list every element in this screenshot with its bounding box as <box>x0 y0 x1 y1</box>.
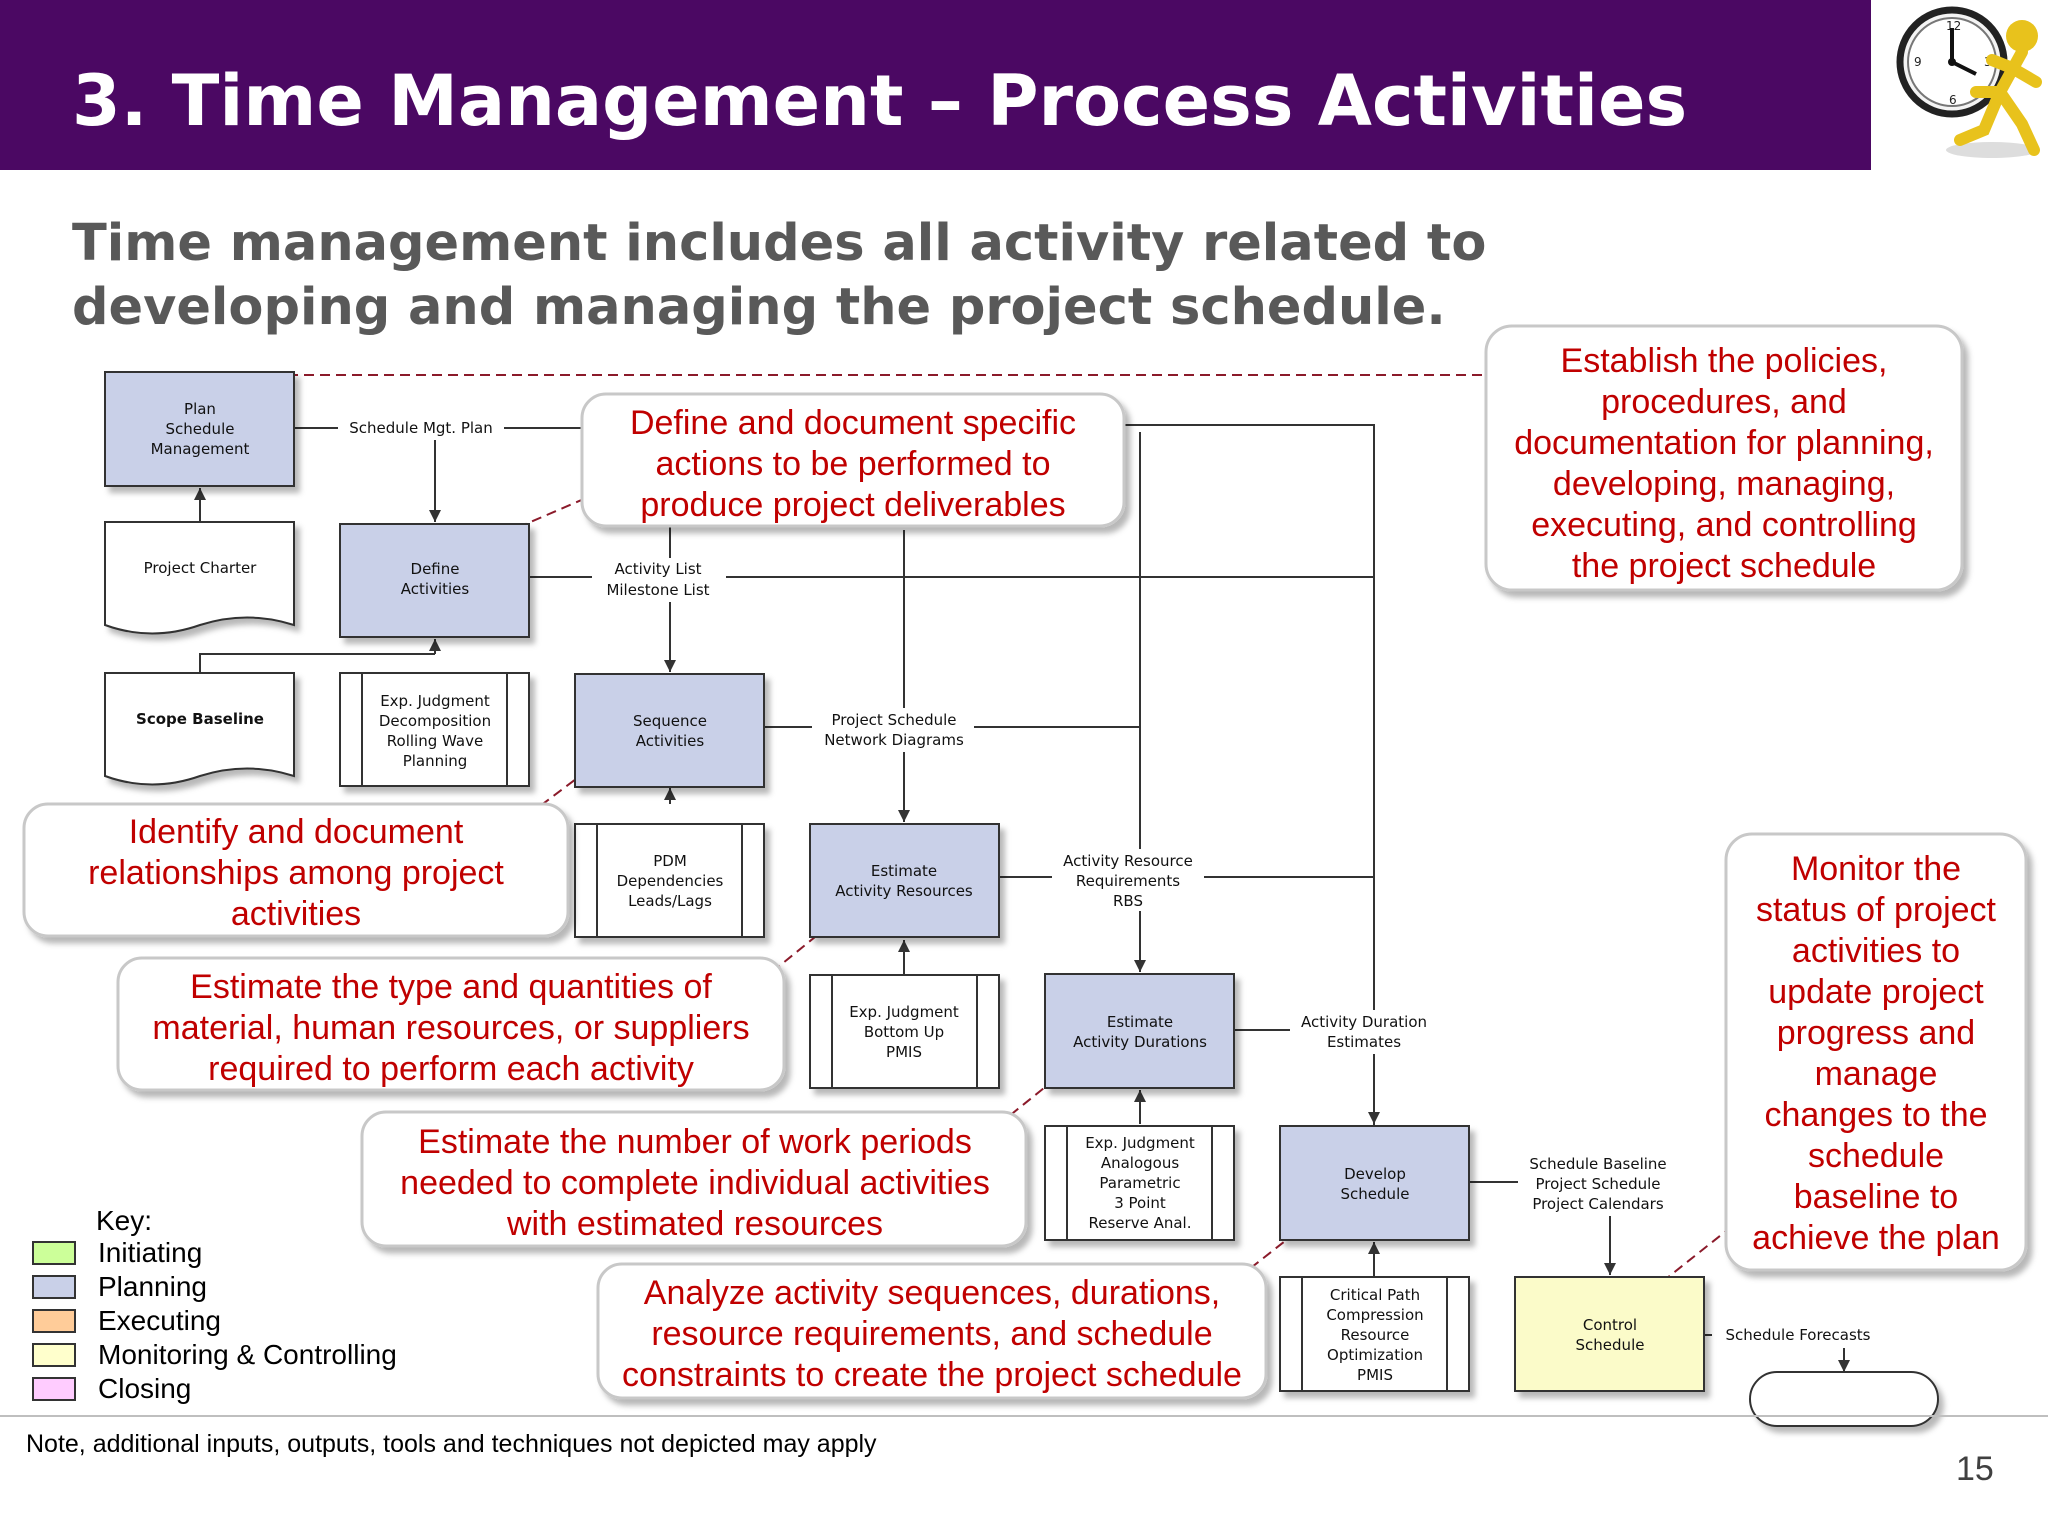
process-label-line: Sequence <box>633 712 707 730</box>
doc-scope-baseline-label: Scope Baseline <box>136 710 264 728</box>
legend-item-monitoring <box>32 1338 397 1372</box>
callout-line: Estimate the number of work periods <box>418 1123 972 1161</box>
flow-label-milestone-list: Milestone List <box>606 581 710 599</box>
tool-label-line: Parametric <box>1099 1174 1181 1192</box>
page-title: 3. Time Management – Process Activities <box>72 60 1688 142</box>
tool-label-line: Reserve Anal. <box>1088 1214 1192 1232</box>
connector <box>200 654 435 672</box>
flow-label-baseline-3: Project Calendars <box>1532 1195 1664 1213</box>
callout-line: Estimate the type and quantities of <box>190 968 712 1006</box>
terminator-shape <box>1750 1372 1938 1426</box>
tools-estimate-durations <box>1045 1126 1234 1240</box>
callout-line: required to perform each activity <box>208 1050 694 1088</box>
page-number: 15 <box>1956 1450 1994 1488</box>
legend-item-planning <box>32 1270 207 1304</box>
process-plan-schedule-management <box>105 372 294 486</box>
callout-line: progress and <box>1776 1014 1976 1052</box>
tool-label-line: PMIS <box>1357 1366 1393 1384</box>
callout-line: Monitor the <box>1790 850 1962 888</box>
callout-line: status of project <box>1755 891 1997 929</box>
flow-label-duration-2: Estimates <box>1326 1033 1402 1051</box>
tools-define-activities <box>340 673 529 786</box>
process-sequence-activities <box>575 674 764 787</box>
callout-line: actions to be performed to <box>655 445 1051 483</box>
callout-line: documentation for planning, <box>1514 424 1934 462</box>
process-estimate-activity-resources <box>810 824 999 937</box>
doc-project-charter <box>105 522 294 634</box>
legend-label: Executing <box>98 1305 221 1336</box>
legend-label: Closing <box>98 1373 192 1404</box>
process-label-line: Activities <box>635 732 705 750</box>
tool-label-line: Planning <box>402 752 468 770</box>
callout-line: procedures, and <box>1601 383 1847 421</box>
callout-line: produce project deliverables <box>640 486 1066 524</box>
flow-label-duration-1: Activity Duration <box>1300 1013 1428 1031</box>
callout-line: resource requirements, and schedule <box>651 1315 1213 1353</box>
process-label-line: Estimate <box>870 862 938 880</box>
tool-label-line: PMIS <box>886 1043 922 1061</box>
flow-label-schedule-forecasts: Schedule Forecasts <box>1725 1326 1871 1344</box>
callout-develop <box>622 1274 1242 1394</box>
tool-label-line: Rolling Wave <box>386 732 484 750</box>
callout-line: relationships among project <box>88 854 504 892</box>
tool-label-line: Leads/Lags <box>628 892 712 910</box>
callout-line: material, human resources, or suppliers <box>152 1009 750 1047</box>
process-label-line: Activity Durations <box>1073 1033 1207 1051</box>
flow-label-resource-2: Requirements <box>1075 872 1181 890</box>
legend-swatch <box>32 1377 76 1401</box>
process-label-line: Estimate <box>1106 1013 1174 1031</box>
flow-label-activity-list: Activity List <box>614 560 702 578</box>
footer-divider <box>0 1415 2048 1417</box>
flow-label-network-1: Project Schedule <box>831 711 957 729</box>
process-develop-schedule <box>1280 1126 1469 1240</box>
tool-label-line: Optimization <box>1327 1346 1423 1364</box>
svg-text:12: 12 <box>1946 19 1962 33</box>
flow-label-resource-1: Activity Resource <box>1063 852 1193 870</box>
process-label-line: Plan <box>184 400 216 418</box>
process-label-line: Schedule <box>1575 1336 1645 1354</box>
tool-label-line: 3 Point <box>1114 1194 1166 1212</box>
tool-label-line: Dependencies <box>616 872 724 890</box>
process-label-line: Control <box>1582 1316 1638 1334</box>
tool-label-line: Bottom Up <box>863 1023 945 1041</box>
legend-label: Initiating <box>98 1237 203 1268</box>
callout-line: constraints to create the project schedule <box>622 1356 1242 1394</box>
process-define-activities <box>340 524 529 637</box>
callout-line: changes to the <box>1764 1096 1988 1134</box>
process-control-schedule <box>1515 1277 1704 1391</box>
callout-line: Establish the policies, <box>1560 342 1888 380</box>
svg-text:6: 6 <box>1949 93 1957 107</box>
svg-text:3: 3 <box>1984 55 1992 69</box>
callout-line: with estimated resources <box>506 1205 884 1243</box>
tool-label-line: Exp. Judgment <box>380 692 490 710</box>
doc-project-charter-label: Project Charter <box>143 559 257 577</box>
legend-item-initiating <box>32 1236 202 1270</box>
callout-resources <box>152 968 749 1088</box>
tool-label-line: Compression <box>1326 1306 1424 1324</box>
callout-line: schedule <box>1807 1137 1945 1175</box>
callout-line: developing, managing, <box>1552 465 1896 503</box>
legend-label: Planning <box>98 1271 207 1302</box>
flow-label-resource-3: RBS <box>1113 892 1143 910</box>
callout-line: update project <box>1768 973 1984 1011</box>
process-label-line: Schedule <box>165 420 235 438</box>
tool-label-line: Analogous <box>1100 1154 1180 1172</box>
process-label-line: Develop <box>1344 1165 1406 1183</box>
legend-swatch <box>32 1343 76 1367</box>
callout-line: baseline to <box>1793 1178 1959 1216</box>
tool-label-line: PDM <box>653 852 687 870</box>
subtitle: Time management includes all activity related to developing and managing the project schedule. <box>72 214 1487 337</box>
callout-line: Analyze activity sequences, durations, <box>643 1274 1221 1312</box>
legend-swatch <box>32 1275 76 1299</box>
svg-text:9: 9 <box>1914 55 1922 69</box>
tool-label-line: Resource <box>1340 1326 1410 1344</box>
process-label-line: Activities <box>400 580 470 598</box>
tools-sequence-activities <box>575 824 764 937</box>
callout-line: Identify and document <box>128 813 464 851</box>
callout-line: executing, and controlling <box>1531 506 1917 544</box>
tool-label-line: Decomposition <box>378 712 492 730</box>
legend-swatch <box>32 1309 76 1333</box>
legend-swatch <box>32 1241 76 1265</box>
callout-define <box>630 404 1076 524</box>
callout-line: manage <box>1814 1055 1938 1093</box>
tool-label-line: Exp. Judgment <box>1085 1134 1195 1152</box>
callout-line: needed to complete individual activities <box>400 1164 990 1202</box>
legend-label: Monitoring & Controlling <box>98 1339 397 1370</box>
doc-scope-baseline <box>105 673 294 785</box>
process-label-line: Schedule <box>1340 1185 1410 1203</box>
tool-label-line: Critical Path <box>1329 1286 1421 1304</box>
flow-label-schedule-mgt-plan: Schedule Mgt. Plan <box>349 419 493 437</box>
callout-line: activities <box>230 895 362 933</box>
process-label-line: Activity Resources <box>835 882 973 900</box>
callout-line: Define and document specific <box>629 404 1077 442</box>
flow-label-baseline-2: Project Schedule <box>1535 1175 1661 1193</box>
process-label-line: Management <box>150 440 250 458</box>
process-label-line: Define <box>410 560 460 578</box>
tools-estimate-resources <box>810 975 999 1088</box>
process-estimate-activity-durations <box>1045 974 1234 1088</box>
footnote: Note, additional inputs, outputs, tools and techniques not depicted may apply <box>26 1430 877 1458</box>
tool-label-line: Exp. Judgment <box>849 1003 959 1021</box>
callout-line: achieve the plan <box>1752 1219 2000 1257</box>
callout-line: activities to <box>1791 932 1961 970</box>
flow-label-network-2: Network Diagrams <box>824 731 964 749</box>
legend-item-closing <box>32 1372 191 1406</box>
tools-develop-schedule <box>1280 1277 1469 1391</box>
callout-line: the project schedule <box>1571 547 1877 585</box>
legend-title: Key: <box>96 1205 153 1236</box>
legend-item-executing <box>32 1304 221 1338</box>
flow-label-baseline-1: Schedule Baseline <box>1529 1155 1667 1173</box>
